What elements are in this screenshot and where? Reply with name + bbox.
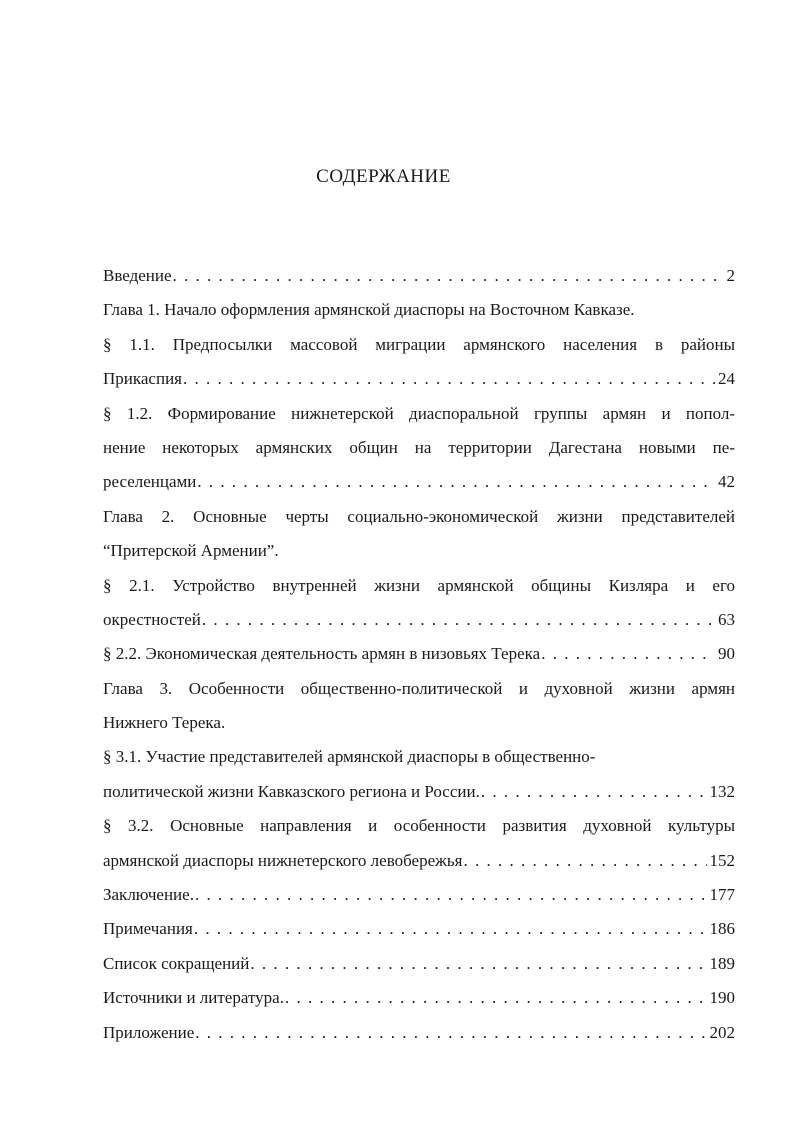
toc-leader-dots	[541, 637, 715, 671]
toc-section-2-2[interactable]	[103, 637, 735, 671]
toc-label: Приложение	[103, 1022, 195, 1042]
toc-section-3-1-line-1[interactable]: § 3.1. Участие представителей армянской диаспоры в общественно-	[103, 747, 596, 767]
toc-label: Список сокращений	[103, 953, 250, 973]
toc-chapter-2-line-2[interactable]: “Притерской Армении”.	[103, 541, 279, 561]
toc-page-number: 2	[726, 266, 735, 285]
toc-label: армянской диаспоры нижнетерского левобережья	[103, 850, 463, 870]
toc-section-1-1-line-2[interactable]	[103, 362, 735, 396]
toc-entry-abbreviations[interactable]	[103, 947, 735, 981]
toc-leader-dots	[202, 603, 715, 637]
toc-label: реселенцами	[103, 472, 197, 492]
toc-leader-dots	[195, 878, 707, 912]
toc-label: Источники и литература.	[103, 988, 284, 1008]
toc-leader-dots	[250, 947, 706, 981]
toc-label: Прикаспия	[103, 369, 182, 389]
toc-section-3-2-line-1[interactable]: § 3.2. Основные направления и особенности развития духовной культуры	[103, 816, 735, 836]
toc-section-3-2-line-2[interactable]	[103, 844, 735, 878]
toc-label: Заключение.	[103, 885, 194, 905]
toc-page-number: 90	[718, 644, 735, 664]
toc-leader-dots	[194, 912, 707, 946]
toc-label: окрестностей	[103, 609, 201, 629]
toc-page-number: 190	[709, 988, 735, 1008]
toc-section-1-2-line-1[interactable]: § 1.2. Формирование нижнетерской диаспоральной группы армян и попол-	[103, 403, 735, 423]
toc-chapter-2-line-1[interactable]: Глава 2. Основные черты социально-экономической жизни представителей	[103, 506, 735, 526]
toc-leader-dots	[183, 362, 715, 396]
toc-section-3-1-line-2[interactable]	[103, 775, 735, 809]
toc-page-number: 189	[709, 953, 735, 973]
toc-section-2-1-line-2[interactable]	[103, 603, 735, 637]
toc-page-number: 132	[709, 781, 735, 801]
toc-leader-dots	[195, 1016, 706, 1050]
toc-chapter-3-line-1[interactable]: Глава 3. Особенности общественно-политической и духовной жизни армян	[103, 678, 735, 698]
toc-page-number: 24	[718, 369, 735, 389]
toc-entry-appendix[interactable]	[103, 1016, 735, 1050]
toc-entry-intro[interactable]	[103, 259, 735, 293]
toc-entry-conclusion[interactable]	[103, 878, 735, 912]
toc-entry-sources[interactable]	[103, 981, 735, 1015]
toc-entry-notes[interactable]	[103, 912, 735, 946]
toc-section-1-2-line-2[interactable]: нение некоторых армянских общин на территории Дагестана новыми пе-	[103, 437, 735, 457]
toc-label: § 2.2. Экономическая деятельность армян в низовьях Терека	[103, 644, 541, 664]
toc-label: Введение	[103, 266, 172, 285]
toc-chapter-3-line-2[interactable]: Нижнего Терека.	[103, 713, 226, 733]
toc-chapter-1[interactable]: Глава 1. Начало оформления армянской диаспоры на Восточном Кавказе.	[103, 300, 635, 320]
toc-leader-dots	[285, 981, 707, 1015]
toc-leader-dots	[173, 259, 724, 293]
toc-page-number: 42	[718, 472, 735, 492]
toc-page-number: 152	[709, 850, 735, 870]
toc-leader-dots	[463, 844, 706, 878]
toc-page-number: 177	[709, 885, 735, 905]
toc-section-1-1-line-1[interactable]: § 1.1. Предпосылки массовой миграции армянского населения в районы	[103, 334, 735, 354]
page-title: СОДЕРЖАНИЕ	[316, 166, 451, 187]
toc-label: политической жизни Кавказского региона и России.	[103, 781, 480, 801]
table-of-contents	[103, 259, 735, 1050]
toc-page-number: 63	[718, 609, 735, 629]
toc-label: Примечания	[103, 919, 193, 939]
toc-section-2-1-line-1[interactable]: § 2.1. Устройство внутренней жизни армянской общины Кизляра и его	[103, 575, 735, 595]
toc-page-number: 202	[709, 1022, 735, 1042]
toc-leader-dots	[481, 775, 707, 809]
toc-section-1-2-line-3[interactable]	[103, 465, 735, 499]
toc-page-number: 186	[709, 919, 735, 939]
toc-leader-dots	[197, 465, 715, 499]
